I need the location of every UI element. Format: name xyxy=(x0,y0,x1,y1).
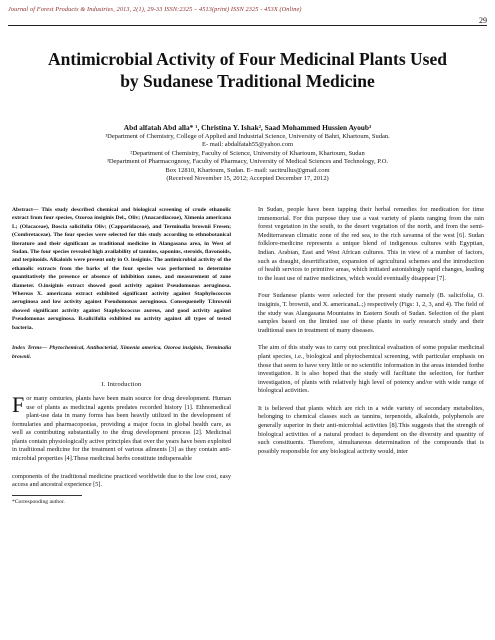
received-dates: (Received November 15, 2012; Accepted December 17, 2012) xyxy=(166,175,329,183)
footnote: *Corresponding author. xyxy=(12,498,65,505)
affiliation-line: ³Department of Pharmacognosy, Faculty of Pharmacy, University of Medical Sciences and Technology, P.O. xyxy=(106,158,389,166)
abstract: Abstract— This study described chemical and biological screening of crude ethanolic extract from four species, Ozoroa insiginis Del., Oliv; (Anacardiaceae), Ximenia americana L; (Olacaceae), Boscia salicifolia Oliv; (Capparidaceae), and Terminalia brownii Fresen; (Combretaceae). The four species were selected for this study according to ethnobotanical literature and their significant as traditional medicine in Alangasana area, in West of Sudan. The four species revealed high availability of tannins, saponins, steroids, flavonoids, and terpinoids. Alkaloids were present only in O. insiginis. The antimicrobial activity of the ethanolic extracts from the barks of the four species was performed to determine quantitatively the presence or absence of inhibition zones, and measurement of zone diameter. O.insiginis extract showed good activity against Pseudomonas aeruginosa. Whereas X. americana extract exhibited significant activity against Staphylococcus aeruginosa and low activity against Pseudomonas aeruginosa. Consequenelly T.brownii showed significant activity against Staphylococcus aureus, and good activity against Pseudomonas aeruginosa. B.salicifolia exhibited no activity against all types of tested bacteria. xyxy=(12,207,231,331)
body-paragraph: Four Sudanese plants were selected for the present study namely (B. salicifolia, O. insiginis, T. brownii, and X. americanaL.;) respectively (Figs: 1, 2, 3, and 4). The field of the study was Alangasana Mountains in Eastern South of Sudan. Selection of the plant samples based on the limited use of these plants in early research study and their traditional uses in treatment of many diseases. xyxy=(258,292,484,334)
affiliations xyxy=(12,133,483,183)
header-rule xyxy=(8,25,487,26)
body-paragraph: It is believed that plants which are rich in a wide variety of secondary metabolites, belonging to chemical classes such as tannins, terpenoids, alkaloids, polyphenols are generally superior in their anti-microbial activities [8].This suggests that the strength of biological activities of a natural product is dependent on the diversity and quantity of such constituents. Therefore, simultaneous determination of the compounds that is possibly responsible for any biological activity would, inter xyxy=(258,404,484,455)
journal-header: Journal of Forest Products & Industries, 2013, 2(1), 29-33 ISSN:2325 – 4513(print) ISSN 2325 - 453X (Online) xyxy=(8,6,302,13)
body-paragraph: In Sudan, people have been tapping their herbal remedies for medication for time immemorial. For this purpose they use a vast variety of plants ranging from the rain forest vegetation in the south, to the desert vegetation of the north, and from the semi-Mediterranean climatic zone of the red sea, to the rich savanna of the west [6]. Sudan folklore-medicine represents a unique blend of indigenous cultures with Egyptian, Indian. Arabian, East and West African cultures. This in view of a number of factors, such as draught, desertification, expansion of agricultural schemes and the introduction of health services to primitive areas, which initiated astonishingly rapid changes, leading to the least use of native medicines, which would eventually disappear [7]. xyxy=(258,206,484,282)
footnote-rule xyxy=(12,495,82,496)
affiliation-line: ¹Department of Chemistry, College of Applied and Industrial Science, University of Bahri, Khartoum, Sudan. xyxy=(105,133,390,140)
affiliation-email[interactable]: E- mail: abdalfatah55@yahoo.com xyxy=(202,141,293,149)
introduction-text: or many centuries, plants have been main source for drug development. Human use of plants as medicinal agents predates recorded history [1]. Ethnomedical plant-use data in many forms has been heavily utilized in the development of formularies and pharmacopoeias, providing a major focus in global health care, as well as contributing substantially to the drug development process [2]. Medicinal plants contain physiologically active principles that over the years have been exploited in traditional medicine for the treatment of various ailments [3] as they contain anti-microbial properties [4].These medicinal herbs constitute indispensable xyxy=(12,394,231,463)
body-paragraph: The aim of this study was to carry out preclinical evaluation of some popular medicinal plant species, i.e., biological and phytochemical screening, with particular emphasis on those that seem to have very little or no scientific information in the areas intended forthe investigation. It is also hoped that the study will facilitate the selection, for further investigation, of plants with relatively high level of potency and/or with wide range of biological activities. xyxy=(258,344,484,395)
affiliation-line: ²Department of Chemistry, Faculty of Science, University of Khartoum, Khartoum, Sudan xyxy=(130,149,365,157)
index-terms: Index Terms— Phytochemical, Antibacterial, Ximenia america, Ozoroa insiginis, Terminalia brownii. xyxy=(12,345,231,360)
page-number: 29 xyxy=(479,16,487,25)
authors: Abd alfatah Abd alla* ¹, Christina Y. Ishak², Saad Mohammed Hussien Ayoub³ xyxy=(123,123,372,132)
paper-title: Antimicrobial Activity of Four Medicinal Plants Used by Sudanese Traditional Medicine xyxy=(48,49,447,91)
right-column xyxy=(258,206,484,465)
introduction-continued: components of the traditional medicine practiced worldwide due to the low cost, easy access and ancestral experience [5]. xyxy=(12,472,231,489)
section-heading-introduction: I. Introduction xyxy=(101,380,142,388)
left-column xyxy=(12,206,231,505)
introduction-paragraph xyxy=(12,391,231,464)
affiliation-line: Box 12810, Khartoum, Sudan. E- mail: sacitrullus@gmail.com xyxy=(165,166,330,174)
drop-cap: F xyxy=(12,391,25,417)
